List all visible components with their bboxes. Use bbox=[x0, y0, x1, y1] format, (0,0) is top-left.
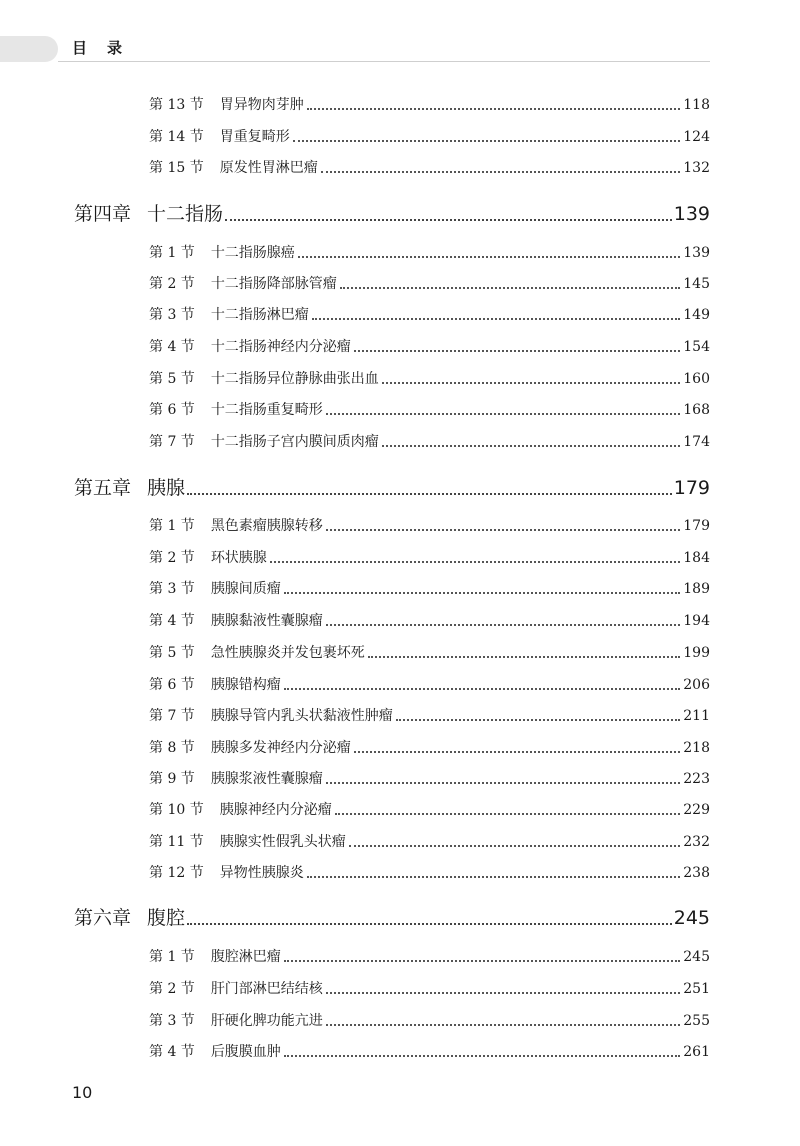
section-number: 第 7 节 bbox=[149, 708, 195, 724]
section-number: 第 8 节 bbox=[149, 740, 195, 756]
section-page-number: 206 bbox=[683, 677, 710, 693]
dot-leader bbox=[382, 382, 680, 384]
section-title: 胰腺多发神经内分泌瘤 bbox=[210, 740, 351, 756]
section-page-number: 160 bbox=[683, 371, 710, 387]
dot-leader bbox=[284, 592, 680, 594]
section-page-number: 255 bbox=[683, 1013, 710, 1029]
section-title: 胰腺浆液性囊腺瘤 bbox=[210, 771, 323, 787]
section-page-number: 132 bbox=[683, 160, 710, 176]
section-title: 十二指肠子宫内膜间质肉瘤 bbox=[210, 434, 379, 450]
section-title: 胰腺实性假乳头状瘤 bbox=[219, 834, 346, 850]
dot-leader bbox=[321, 171, 681, 173]
section-page-number: 194 bbox=[683, 613, 710, 629]
section-number: 第 5 节 bbox=[149, 371, 195, 387]
section-title: 十二指肠重复畸形 bbox=[210, 402, 323, 418]
section-number: 第 4 节 bbox=[149, 1044, 195, 1060]
chapter-number: 第四章 bbox=[74, 203, 132, 225]
section-title: 十二指肠降部脉管瘤 bbox=[210, 276, 337, 292]
section-page-number: 168 bbox=[683, 402, 710, 418]
section-number: 第 2 节 bbox=[149, 550, 195, 566]
section-number: 第 14 节 bbox=[149, 129, 204, 145]
section-title: 肝门部淋巴结结核 bbox=[210, 981, 323, 997]
dot-leader bbox=[326, 1024, 680, 1026]
toc-section[interactable] bbox=[149, 516, 710, 536]
section-page-number: 251 bbox=[683, 981, 710, 997]
dot-leader bbox=[368, 656, 680, 658]
section-number: 第 2 节 bbox=[149, 276, 195, 292]
section-page-number: 238 bbox=[683, 865, 710, 881]
toc-section[interactable] bbox=[149, 643, 710, 663]
dot-leader bbox=[225, 219, 672, 221]
toc-section[interactable] bbox=[149, 305, 710, 325]
toc-chapter[interactable] bbox=[74, 201, 710, 227]
section-page-number: 199 bbox=[683, 645, 710, 661]
dot-leader bbox=[307, 108, 681, 110]
dot-leader bbox=[326, 624, 680, 626]
toc-section[interactable] bbox=[149, 738, 710, 758]
section-number: 第 1 节 bbox=[149, 949, 195, 965]
section-number: 第 3 节 bbox=[149, 1013, 195, 1029]
toc-section[interactable] bbox=[149, 706, 710, 726]
section-title: 异物性胰腺炎 bbox=[219, 865, 304, 881]
dot-leader bbox=[335, 813, 681, 815]
toc-section[interactable] bbox=[149, 579, 710, 599]
section-title: 胰腺导管内乳头状黏液性肿瘤 bbox=[210, 708, 393, 724]
section-number: 第 9 节 bbox=[149, 771, 195, 787]
section-page-number: 232 bbox=[683, 834, 710, 850]
section-number: 第 5 节 bbox=[149, 645, 195, 661]
section-page-number: 184 bbox=[683, 550, 710, 566]
section-number: 第 11 节 bbox=[149, 834, 204, 850]
dot-leader bbox=[349, 845, 681, 847]
chapter-title: 十二指肠 bbox=[147, 203, 224, 225]
section-title: 十二指肠异位静脉曲张出血 bbox=[210, 371, 379, 387]
section-number: 第 15 节 bbox=[149, 160, 204, 176]
section-title: 胰腺黏液性囊腺瘤 bbox=[210, 613, 323, 629]
section-number: 第 7 节 bbox=[149, 434, 195, 450]
dot-leader bbox=[284, 960, 680, 962]
dot-leader bbox=[382, 445, 680, 447]
section-page-number: 149 bbox=[683, 307, 710, 323]
section-page-number: 229 bbox=[683, 802, 710, 818]
toc-section[interactable] bbox=[149, 337, 710, 357]
dot-leader bbox=[293, 140, 681, 142]
section-number: 第 1 节 bbox=[149, 518, 195, 534]
section-title: 胰腺间质瘤 bbox=[210, 581, 281, 597]
section-number: 第 4 节 bbox=[149, 613, 195, 629]
section-page-number: 189 bbox=[683, 581, 710, 597]
section-page-number: 139 bbox=[683, 245, 710, 261]
toc-section[interactable] bbox=[149, 95, 710, 115]
chapter-page-number: 245 bbox=[673, 907, 710, 929]
toc-section[interactable] bbox=[149, 675, 710, 695]
section-title: 十二指肠淋巴瘤 bbox=[210, 307, 309, 323]
section-number: 第 3 节 bbox=[149, 581, 195, 597]
section-number: 第 10 节 bbox=[149, 802, 204, 818]
toc-section[interactable] bbox=[149, 611, 710, 631]
section-title: 十二指肠神经内分泌瘤 bbox=[210, 339, 351, 355]
chapter-number: 第五章 bbox=[74, 477, 132, 499]
toc-section[interactable] bbox=[149, 274, 710, 294]
section-page-number: 223 bbox=[683, 771, 710, 787]
section-title: 胰腺神经内分泌瘤 bbox=[219, 802, 332, 818]
section-title: 急性胰腺炎并发包裹坏死 bbox=[210, 645, 365, 661]
chapter-page-number: 179 bbox=[673, 477, 710, 499]
section-title: 原发性胃淋巴瘤 bbox=[219, 160, 318, 176]
toc-section[interactable] bbox=[149, 432, 710, 452]
toc-section[interactable] bbox=[149, 158, 710, 178]
toc-section[interactable] bbox=[149, 863, 710, 883]
dot-leader bbox=[396, 719, 680, 721]
section-page-number: 261 bbox=[683, 1044, 710, 1060]
section-page-number: 218 bbox=[683, 740, 710, 756]
section-page-number: 118 bbox=[683, 97, 710, 113]
toc-section[interactable] bbox=[149, 947, 710, 967]
section-title: 胰腺错构瘤 bbox=[210, 677, 281, 693]
section-title: 后腹膜血肿 bbox=[210, 1044, 281, 1060]
section-page-number: 154 bbox=[683, 339, 710, 355]
section-title: 胃异物肉芽肿 bbox=[219, 97, 304, 113]
section-page-number: 245 bbox=[683, 949, 710, 965]
page-number: 10 bbox=[72, 1083, 93, 1102]
section-page-number: 211 bbox=[683, 708, 710, 724]
toc-section[interactable] bbox=[149, 127, 710, 147]
dot-leader bbox=[298, 256, 680, 258]
dot-leader bbox=[312, 318, 680, 320]
toc-chapter[interactable] bbox=[74, 905, 710, 931]
dot-leader bbox=[354, 751, 680, 753]
dot-leader bbox=[326, 782, 680, 784]
section-number: 第 6 节 bbox=[149, 402, 195, 418]
section-number: 第 2 节 bbox=[149, 981, 195, 997]
section-number: 第 13 节 bbox=[149, 97, 204, 113]
toc-section[interactable] bbox=[149, 769, 710, 789]
dot-leader bbox=[307, 876, 681, 878]
section-page-number: 124 bbox=[683, 129, 710, 145]
page-header-title: 目录 bbox=[72, 39, 143, 57]
dot-leader bbox=[187, 493, 672, 495]
toc-chapter[interactable] bbox=[74, 475, 710, 501]
section-number: 第 1 节 bbox=[149, 245, 195, 261]
section-page-number: 145 bbox=[683, 276, 710, 292]
toc-section[interactable] bbox=[149, 369, 710, 389]
toc-section[interactable] bbox=[149, 548, 710, 568]
chapter-title: 腹腔 bbox=[147, 907, 186, 929]
section-page-number: 174 bbox=[683, 434, 710, 450]
toc-section[interactable] bbox=[149, 1011, 710, 1031]
dot-leader bbox=[326, 413, 680, 415]
dot-leader bbox=[326, 529, 680, 531]
dot-leader bbox=[326, 992, 680, 994]
dot-leader bbox=[284, 688, 680, 690]
section-number: 第 4 节 bbox=[149, 339, 195, 355]
dot-leader bbox=[270, 561, 680, 563]
chapter-page-number: 139 bbox=[673, 203, 710, 225]
dot-leader bbox=[354, 350, 680, 352]
section-page-number: 179 bbox=[683, 518, 710, 534]
chapter-title: 胰腺 bbox=[147, 477, 186, 499]
section-title: 十二指肠腺癌 bbox=[210, 245, 295, 261]
toc-section[interactable] bbox=[149, 979, 710, 999]
section-title: 腹腔淋巴瘤 bbox=[210, 949, 281, 965]
section-title: 黑色素瘤胰腺转移 bbox=[210, 518, 323, 534]
toc-section[interactable] bbox=[149, 400, 710, 420]
section-title: 环状胰腺 bbox=[210, 550, 267, 566]
chapter-number: 第六章 bbox=[74, 907, 132, 929]
section-number: 第 6 节 bbox=[149, 677, 195, 693]
toc-section[interactable] bbox=[149, 832, 710, 852]
dot-leader bbox=[284, 1055, 680, 1057]
section-number: 第 3 节 bbox=[149, 307, 195, 323]
toc-section[interactable] bbox=[149, 243, 710, 263]
section-title: 胃重复畸形 bbox=[219, 129, 290, 145]
section-number: 第 12 节 bbox=[149, 865, 204, 881]
dot-leader bbox=[340, 287, 680, 289]
toc-section[interactable] bbox=[149, 1042, 710, 1062]
dot-leader bbox=[187, 923, 672, 925]
toc-section[interactable] bbox=[149, 800, 710, 820]
section-title: 肝硬化脾功能亢进 bbox=[210, 1013, 323, 1029]
